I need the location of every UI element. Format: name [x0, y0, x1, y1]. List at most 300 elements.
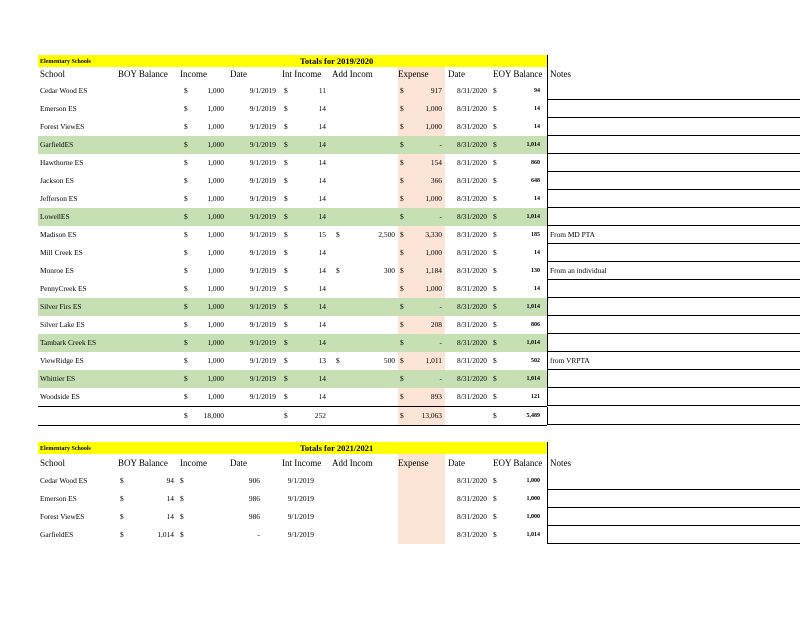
- int-income-value: 14: [318, 212, 326, 221]
- currency-symbol: $: [184, 194, 188, 203]
- date-value: 9/1/2019: [249, 212, 276, 221]
- title-band: [38, 55, 547, 67]
- date2-value: 8/31/2020: [457, 122, 487, 131]
- currency-symbol: $: [493, 248, 497, 257]
- add-income-value: 300: [383, 266, 395, 275]
- table-row: [38, 172, 547, 190]
- header-date: Date: [230, 458, 247, 468]
- currency-symbol: $: [120, 512, 124, 521]
- eoy-value: 648: [531, 178, 540, 184]
- currency-symbol: $: [180, 530, 184, 539]
- notes-rule: [548, 135, 800, 136]
- school-name: Mill Creek ES: [40, 248, 83, 257]
- spreadsheet: [38, 55, 800, 544]
- currency-symbol: $: [493, 530, 497, 539]
- currency-symbol: $: [284, 302, 288, 311]
- notes-border: [547, 334, 548, 352]
- int-income-value: 14: [318, 266, 326, 275]
- expense-value: 1,184: [425, 266, 442, 275]
- table-body-2: [38, 472, 800, 544]
- eoy-value: 1,014: [526, 532, 540, 538]
- date-value: 9/1/2019: [249, 122, 276, 131]
- school-name: Silver Lake ES: [40, 320, 85, 329]
- eoy-value: 14: [534, 196, 540, 202]
- eoy-value: 1,000: [526, 478, 540, 484]
- currency-symbol: $: [400, 104, 404, 113]
- currency-symbol: $: [493, 176, 497, 185]
- currency-symbol: $: [284, 122, 288, 131]
- eoy-value: 1,014: [526, 142, 540, 148]
- notes-rule: [548, 507, 800, 508]
- expense-value: -: [439, 374, 442, 383]
- header-boy: BOY Balance: [118, 69, 168, 79]
- currency-symbol: $: [493, 86, 497, 95]
- eoy-value: 1,000: [526, 496, 540, 502]
- expense-value: 893: [430, 392, 442, 401]
- date2-value: 8/31/2020: [457, 86, 487, 95]
- currency-symbol: $: [400, 338, 404, 347]
- notes-rule: [548, 243, 800, 244]
- date2-value: 8/31/2020: [457, 176, 487, 185]
- header-add-income: Add Incom: [332, 69, 373, 79]
- notes-border: [547, 280, 548, 298]
- table-row: [38, 136, 547, 154]
- header-school: School: [40, 69, 66, 79]
- currency-symbol: $: [284, 176, 288, 185]
- eoy-value: 14: [534, 286, 540, 292]
- notes-rule: [548, 99, 800, 100]
- income-value: 1,000: [207, 104, 224, 113]
- eoy-value: 185: [531, 232, 540, 238]
- income-value: 1,000: [207, 230, 224, 239]
- school-name: Cedar Wood ES: [40, 86, 88, 95]
- school-name: Madison ES: [40, 230, 77, 239]
- notes-rule: [548, 207, 800, 208]
- income-value: 1,000: [207, 176, 224, 185]
- income-value: 1,000: [207, 194, 224, 203]
- header-notes: Notes: [550, 458, 571, 468]
- notes-border: [547, 490, 548, 508]
- date2-value: 8/31/2020: [457, 140, 487, 149]
- notes-border: [547, 118, 548, 136]
- notes-border: [547, 442, 548, 454]
- table-row: [38, 190, 547, 208]
- note-text: from VRPTA: [550, 356, 590, 365]
- notes-rule: [548, 405, 800, 406]
- currency-symbol: $: [336, 230, 340, 239]
- currency-symbol: $: [184, 158, 188, 167]
- currency-symbol: $: [400, 248, 404, 257]
- date2-value: 8/31/2020: [457, 248, 487, 257]
- note-text: From an individual: [550, 266, 607, 275]
- currency-symbol: $: [284, 320, 288, 329]
- date-value: 9/1/2019: [287, 530, 314, 539]
- boy-value: 94: [166, 476, 174, 485]
- expense-value: 1,000: [425, 122, 442, 131]
- currency-symbol: $: [493, 338, 497, 347]
- date2-value: 8/31/2020: [457, 374, 487, 383]
- notes-border: [547, 472, 548, 490]
- title-band-2: [38, 442, 547, 454]
- currency-symbol: $: [400, 374, 404, 383]
- notes-rule: [548, 171, 800, 172]
- currency-symbol: $: [400, 392, 404, 401]
- notes-border: [547, 352, 548, 370]
- school-name: GarfieldES: [40, 530, 74, 539]
- int-income-value: 14: [318, 374, 326, 383]
- notes-border: [547, 244, 548, 262]
- date-value: 9/1/2019: [249, 338, 276, 347]
- header-expense: Expense: [398, 454, 445, 472]
- table-row: [38, 154, 547, 172]
- date-value: 9/1/2019: [249, 248, 276, 257]
- currency-symbol: $: [120, 476, 124, 485]
- currency-symbol: $: [180, 476, 184, 485]
- income-value: 1,000: [207, 356, 224, 365]
- currency-symbol: $: [400, 411, 404, 420]
- expense-value: 366: [430, 176, 442, 185]
- header-date: Date: [230, 69, 247, 79]
- currency-symbol: $: [184, 104, 188, 113]
- section-2021-2021: [38, 442, 800, 544]
- currency-symbol: $: [284, 392, 288, 401]
- currency-symbol: $: [400, 212, 404, 221]
- currency-symbol: $: [493, 284, 497, 293]
- expense-value: 208: [430, 320, 442, 329]
- currency-symbol: $: [493, 122, 497, 131]
- currency-symbol: $: [336, 266, 340, 275]
- date-value: 9/1/2019: [249, 392, 276, 401]
- eoy-value: 1,000: [526, 514, 540, 520]
- table-row: [38, 472, 547, 490]
- notes-border: [547, 526, 548, 544]
- header-date2: Date: [448, 69, 465, 79]
- currency-symbol: $: [120, 494, 124, 503]
- income-value: 1,000: [207, 302, 224, 311]
- boy-value: 14: [166, 512, 174, 521]
- eoy-value: 121: [531, 394, 540, 400]
- header-date2: Date: [448, 458, 465, 468]
- notes-rule: [548, 279, 800, 280]
- currency-symbol: $: [400, 302, 404, 311]
- int-income-value: 13: [318, 356, 326, 365]
- expense-cell-bg: [398, 526, 445, 544]
- eoy-value: 1,014: [526, 214, 540, 220]
- notes-rule: [548, 117, 800, 118]
- currency-symbol: $: [184, 230, 188, 239]
- currency-symbol: $: [180, 494, 184, 503]
- currency-symbol: $: [184, 356, 188, 365]
- expense-value: -: [439, 140, 442, 149]
- header-eoy: EOY Balance: [493, 458, 543, 468]
- date-value: 9/1/2019: [249, 86, 276, 95]
- currency-symbol: $: [493, 494, 497, 503]
- header-row-2: [38, 454, 800, 472]
- notes-border: [547, 407, 548, 425]
- currency-symbol: $: [400, 266, 404, 275]
- date-value: 9/1/2019: [287, 476, 314, 485]
- school-name: Jefferson ES: [40, 194, 78, 203]
- currency-symbol: $: [493, 140, 497, 149]
- income-value: 1,000: [207, 374, 224, 383]
- currency-symbol: $: [284, 266, 288, 275]
- note-text: From MD PTA: [550, 230, 595, 239]
- currency-symbol: $: [184, 176, 188, 185]
- currency-symbol: $: [184, 411, 188, 420]
- date-value: 9/1/2019: [249, 320, 276, 329]
- currency-symbol: $: [184, 284, 188, 293]
- currency-symbol: $: [284, 194, 288, 203]
- notes-border: [547, 67, 548, 82]
- header-row: [38, 67, 800, 82]
- income-value: 1,000: [207, 392, 224, 401]
- int-income-value: 14: [318, 320, 326, 329]
- expense-value: 1,000: [425, 194, 442, 203]
- date-value: 9/1/2019: [249, 356, 276, 365]
- table-row: [38, 352, 590, 370]
- section-title: Totals for 2019/2020: [300, 56, 374, 66]
- currency-symbol: $: [493, 104, 497, 113]
- notes-border: [547, 298, 548, 316]
- currency-symbol: $: [284, 158, 288, 167]
- int-income-value: 15: [318, 230, 326, 239]
- currency-symbol: $: [493, 158, 497, 167]
- date-value: 9/1/2019: [287, 512, 314, 521]
- table-row: [38, 208, 547, 226]
- date2-value: 8/31/2020: [457, 356, 487, 365]
- eoy-value: 806: [531, 322, 540, 328]
- table-row: [38, 298, 547, 316]
- currency-symbol: $: [493, 230, 497, 239]
- currency-symbol: $: [284, 338, 288, 347]
- currency-symbol: $: [184, 374, 188, 383]
- header-boy: BOY Balance: [118, 458, 168, 468]
- currency-symbol: $: [400, 194, 404, 203]
- table-row: [38, 244, 547, 262]
- date2-value: 8/31/2020: [457, 212, 487, 221]
- school-name: Cedar Wood ES: [40, 476, 88, 485]
- date2-value: 8/31/2020: [457, 302, 487, 311]
- date2-value: 8/31/2020: [457, 104, 487, 113]
- currency-symbol: $: [284, 140, 288, 149]
- date-value: 9/1/2019: [249, 140, 276, 149]
- expense-cell-bg: [398, 508, 445, 526]
- section-label: Elementary Schools: [40, 59, 91, 65]
- notes-border: [547, 154, 548, 172]
- expense-value: 1,000: [425, 104, 442, 113]
- header-income: Income: [180, 458, 207, 468]
- currency-symbol: $: [284, 230, 288, 239]
- currency-symbol: $: [493, 374, 497, 383]
- date-value: 9/1/2019: [249, 194, 276, 203]
- currency-symbol: $: [493, 476, 497, 485]
- expense-cell-bg: [398, 490, 445, 508]
- currency-symbol: $: [400, 140, 404, 149]
- income-value: 1,000: [207, 248, 224, 257]
- notes-rule: [548, 333, 800, 334]
- date2-value: 8/31/2020: [457, 338, 487, 347]
- currency-symbol: $: [120, 530, 124, 539]
- currency-symbol: $: [184, 122, 188, 131]
- school-name: ViewRidge ES: [40, 356, 84, 365]
- school-name: Whittier ES: [40, 374, 76, 383]
- table-row: [38, 100, 547, 118]
- currency-symbol: $: [400, 86, 404, 95]
- school-name: LowellES: [40, 212, 70, 221]
- expense-value: 1,011: [425, 356, 442, 365]
- date-value: 9/1/2019: [249, 176, 276, 185]
- notes-rule: [548, 543, 800, 544]
- currency-symbol: $: [284, 212, 288, 221]
- expense-value: 3,330: [425, 230, 442, 239]
- table-row: [38, 316, 547, 334]
- table-row: [38, 370, 547, 388]
- currency-symbol: $: [284, 356, 288, 365]
- currency-symbol: $: [184, 302, 188, 311]
- expense-value: 917: [430, 86, 442, 95]
- date-value: 9/1/2019: [249, 158, 276, 167]
- date-value: 9/1/2019: [249, 230, 276, 239]
- eoy-value: 1,014: [526, 304, 540, 310]
- income-value: 1,000: [207, 122, 224, 131]
- notes-border: [547, 82, 548, 100]
- currency-symbol: $: [493, 320, 497, 329]
- date2-value: 8/31/2020: [457, 530, 487, 539]
- section-label-2: Elementary Schools: [40, 446, 91, 452]
- notes-border: [547, 454, 548, 472]
- table-row: [38, 82, 547, 100]
- boy-value: 14: [166, 494, 174, 503]
- eoy-value: 860: [531, 160, 540, 166]
- total-int-income: 252: [314, 411, 326, 420]
- int-income-value: 11: [318, 86, 326, 95]
- date2-value: 8/31/2020: [457, 512, 487, 521]
- income-value: 1,000: [207, 140, 224, 149]
- int-income-value: 14: [318, 392, 326, 401]
- currency-symbol: $: [184, 212, 188, 221]
- income-value: 906: [248, 476, 260, 485]
- eoy-value: 14: [534, 124, 540, 130]
- notes-rule: [548, 369, 800, 370]
- int-income-value: 14: [318, 338, 326, 347]
- currency-symbol: $: [493, 392, 497, 401]
- currency-symbol: $: [184, 338, 188, 347]
- date-value: 9/1/2019: [287, 494, 314, 503]
- school-name: Emerson ES: [40, 104, 77, 113]
- notes-border: [547, 172, 548, 190]
- header-eoy: EOY Balance: [493, 69, 543, 79]
- currency-symbol: $: [400, 230, 404, 239]
- date2-value: 8/31/2020: [457, 158, 487, 167]
- currency-symbol: $: [284, 104, 288, 113]
- school-name: Forest ViewES: [40, 512, 85, 521]
- header-income: Income: [180, 69, 207, 79]
- int-income-value: 14: [318, 158, 326, 167]
- notes-rule: [548, 297, 800, 298]
- currency-symbol: $: [284, 374, 288, 383]
- date2-value: 8/31/2020: [457, 392, 487, 401]
- currency-symbol: $: [184, 86, 188, 95]
- income-value: 986: [248, 494, 260, 503]
- currency-symbol: $: [493, 266, 497, 275]
- int-income-value: 14: [318, 302, 326, 311]
- currency-symbol: $: [284, 284, 288, 293]
- add-income-value: 2,500: [378, 230, 395, 239]
- notes-border: [547, 316, 548, 334]
- int-income-value: 14: [318, 248, 326, 257]
- header-add-income: Add Incom: [332, 458, 373, 468]
- school-name: Forest ViewES: [40, 122, 85, 131]
- int-income-value: 14: [318, 176, 326, 185]
- date-value: 9/1/2019: [249, 374, 276, 383]
- date2-value: 8/31/2020: [457, 284, 487, 293]
- income-value: 1,000: [207, 338, 224, 347]
- totals-row: [38, 406, 547, 426]
- table-row: [38, 388, 547, 406]
- currency-symbol: $: [400, 356, 404, 365]
- school-name: Silver Firs ES: [40, 302, 82, 311]
- currency-symbol: $: [493, 302, 497, 311]
- income-value: 1,000: [207, 158, 224, 167]
- expense-cell-bg: [398, 472, 445, 490]
- currency-symbol: $: [400, 176, 404, 185]
- date2-value: 8/31/2020: [457, 230, 487, 239]
- notes-border: [547, 55, 548, 67]
- currency-symbol: $: [493, 194, 497, 203]
- total-eoy: 5,489: [526, 413, 540, 419]
- expense-value: 1,000: [425, 284, 442, 293]
- boy-value: 1,014: [157, 530, 174, 539]
- income-value: 1,000: [207, 86, 224, 95]
- total-income: 18,000: [203, 411, 224, 420]
- currency-symbol: $: [493, 356, 497, 365]
- header-int-income: Int Income: [282, 458, 322, 468]
- table-body: [38, 82, 800, 406]
- school-name: Woodside ES: [40, 392, 80, 401]
- int-income-value: 14: [318, 122, 326, 131]
- income-value: -: [257, 530, 260, 539]
- table-row: [38, 508, 547, 526]
- eoy-value: 94: [534, 88, 540, 94]
- table-row: [38, 526, 547, 544]
- currency-symbol: $: [284, 86, 288, 95]
- int-income-value: 14: [318, 284, 326, 293]
- date-value: 9/1/2019: [249, 302, 276, 311]
- table-row: [38, 118, 547, 136]
- notes-border: [547, 100, 548, 118]
- currency-symbol: $: [184, 248, 188, 257]
- header-expense: Expense: [398, 67, 445, 82]
- school-name: Jackson ES: [40, 176, 74, 185]
- table-row: [38, 490, 547, 508]
- currency-symbol: $: [284, 411, 288, 420]
- notes-border: [547, 208, 548, 226]
- total-expense: 13,063: [421, 411, 442, 420]
- eoy-value: 1,014: [526, 376, 540, 382]
- currency-symbol: $: [284, 248, 288, 257]
- notes-border: [547, 508, 548, 526]
- table-row: [38, 280, 547, 298]
- currency-symbol: $: [400, 122, 404, 131]
- date-value: 9/1/2019: [249, 104, 276, 113]
- notes-rule: [548, 189, 800, 190]
- eoy-value: 14: [534, 250, 540, 256]
- currency-symbol: $: [184, 392, 188, 401]
- notes-border: [547, 370, 548, 388]
- date-value: 9/1/2019: [249, 284, 276, 293]
- currency-symbol: $: [493, 212, 497, 221]
- notes-rule: [548, 387, 800, 388]
